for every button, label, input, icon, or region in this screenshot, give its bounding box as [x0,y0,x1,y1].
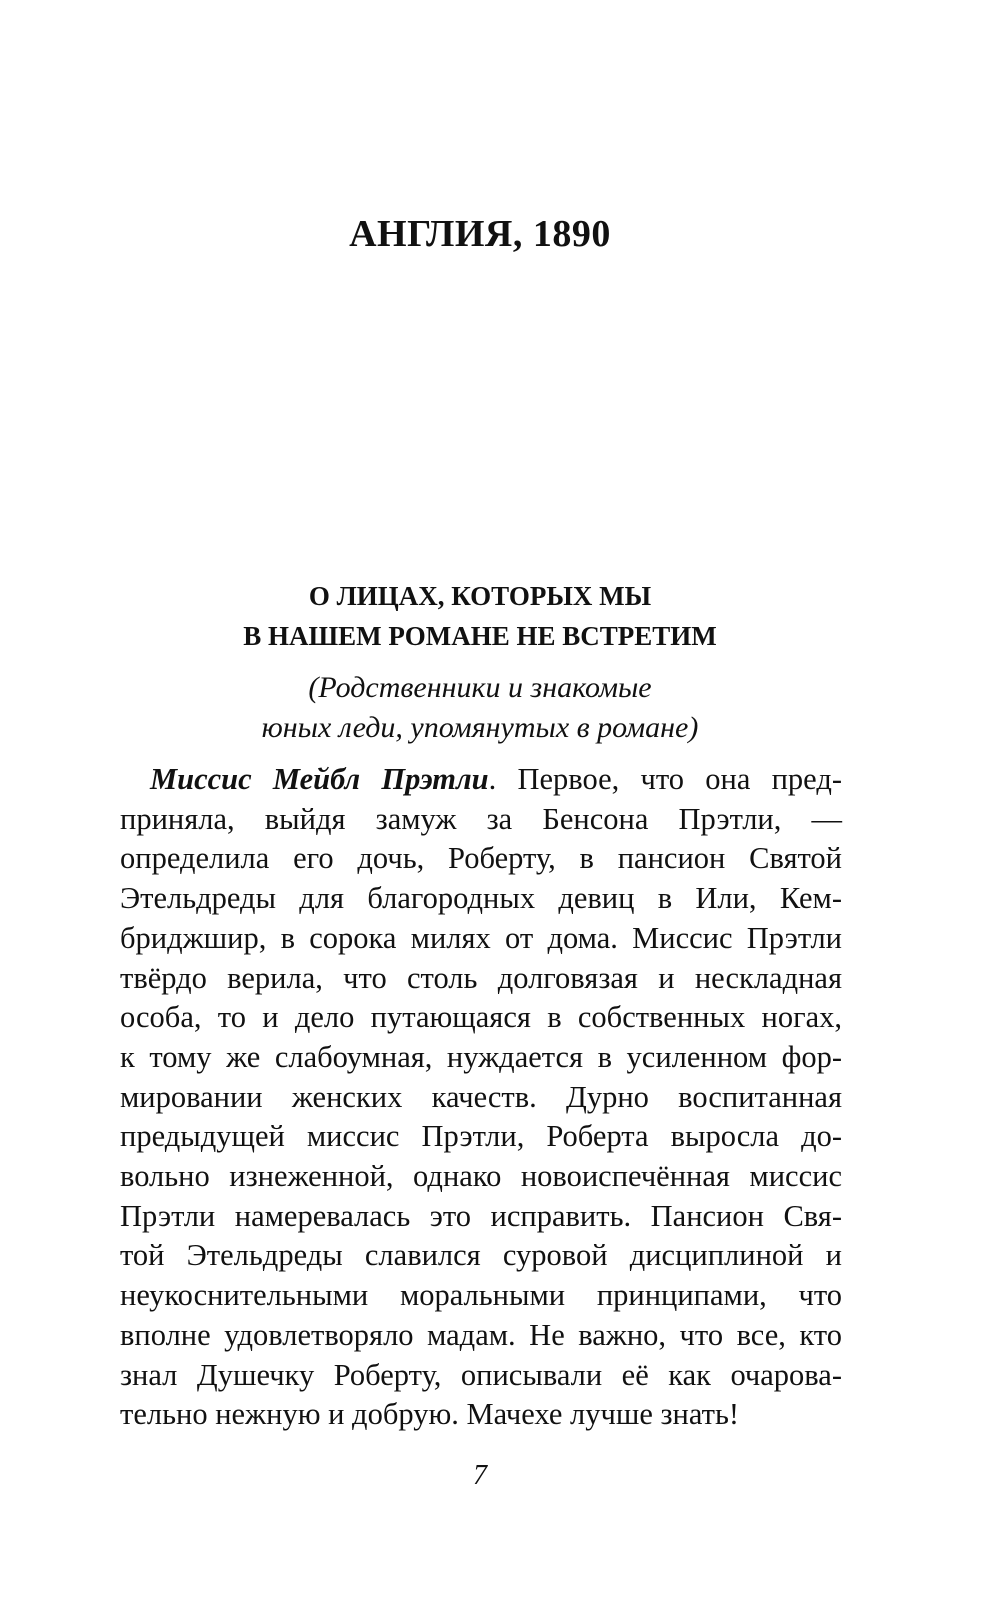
paragraph-line: неукоснительными моральными принципами, что [120,1278,842,1313]
part-title: АНГЛИЯ, 1890 [349,213,611,255]
section-heading-line: В НАШЕМ РОМАНЕ НЕ ВСТРЕТИМ [243,621,717,651]
paragraph-line: твёрдо верила, что столь долговязая и нескладная [120,960,842,995]
paragraph-line: особа, то и дело путающаяся в собственных ногах, [120,1000,842,1035]
character-name: Миссис Мейбл Прэтли [150,762,489,796]
subtitle-line: (Родственники и знакомые [308,671,652,704]
paragraph-line-rest: . Первое, что она пред- [488,762,842,796]
paragraph-line: мировании женских качеств. Дурно воспитанная [120,1079,842,1114]
section-heading-line: О ЛИЦАХ, КОТОРЫХ МЫ [308,581,652,611]
paragraph-line: бриджшир, в сорока милях от дома. Миссис Прэтли [120,920,842,955]
body-paragraph [120,760,842,1435]
paragraph-line [120,760,842,800]
page-number: 7 [473,1460,487,1491]
paragraph-line: той Этельдреды славился суровой дисциплиной и [120,1238,842,1273]
section-subtitle [0,668,960,748]
paragraph-line: вполне удовлетворяло мадам. Не важно, что все, кто [120,1317,842,1352]
paragraph-line: вольно изнеженной, однако новоиспечённая миссис [120,1159,842,1194]
paragraph-line: предыдущей миссис Прэтли, Роберта выросла до- [120,1119,842,1154]
paragraph-line: знал Душечку Роберту, описывали её как очарова- [120,1357,842,1392]
paragraph-line: к тому же слабоумная, нуждается в усиленном фор- [120,1039,842,1074]
paragraph-line: тельно нежную и добрую. Мачехе лучше знать! [120,1397,740,1432]
subtitle-line: юных леди, упомянутых в романе) [261,711,699,744]
paragraph-line: определила его дочь, Роберту, в пансион Святой [120,841,842,876]
paragraph-line: Этельдреды для благородных девиц в Или, Кем- [120,881,842,916]
paragraph-line: приняла, выйдя замуж за Бенсона Прэтли, — [120,801,842,836]
section-heading [0,576,960,656]
paragraph-line: Прэтли намеревалась это исправить. Пансион Свя- [120,1198,842,1233]
